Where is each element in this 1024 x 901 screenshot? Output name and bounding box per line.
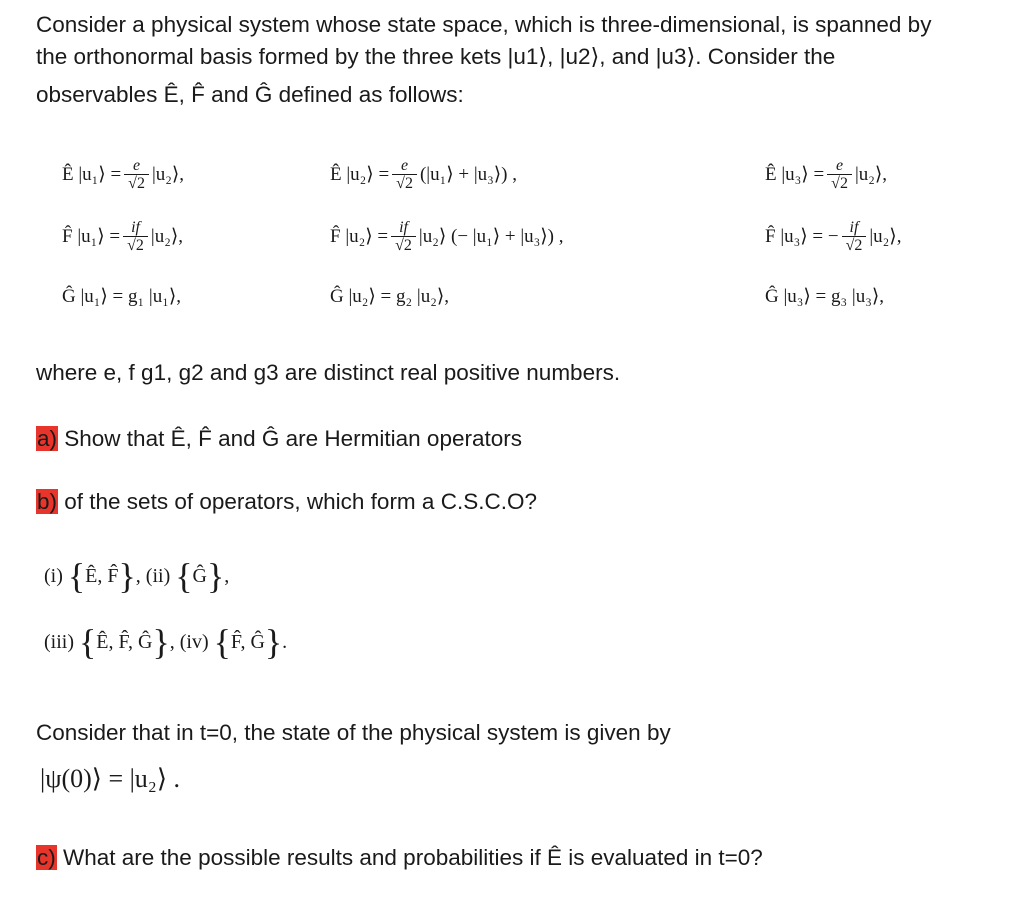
question-b bbox=[36, 484, 537, 519]
fraction-denominator: √2 bbox=[124, 174, 149, 192]
equation-lhs: Ê |u₂⟩ = bbox=[330, 163, 390, 185]
equation-lhs: Ê |u₃⟩ = bbox=[765, 163, 825, 185]
fraction-numerator: e bbox=[836, 156, 844, 174]
equation-rhs: (|u₁⟩ + |u₃⟩) , bbox=[419, 163, 518, 185]
fraction bbox=[123, 219, 148, 254]
question-b-label: b) bbox=[37, 489, 58, 514]
equation-lhs: Ê |u₁⟩ = bbox=[62, 163, 122, 185]
set-iii-label: (iii) bbox=[44, 630, 74, 653]
set-i-content: Ê, F̂ bbox=[85, 564, 119, 587]
set-i-label: (i) bbox=[44, 564, 63, 587]
right-brace: } bbox=[152, 622, 170, 662]
left-brace: { bbox=[67, 556, 86, 596]
equation-G-u2: Ĝ |u₂⟩ = g₂ |u₂⟩, bbox=[330, 285, 449, 307]
initial-state-text: Consider that in t=0, the state of the physical system is given by bbox=[36, 720, 671, 745]
equation-rhs: |u₂⟩, bbox=[869, 225, 902, 247]
initial-state-equation: |ψ(0)⟩ = |u₂⟩ . bbox=[40, 764, 181, 793]
set-iii-content: Ê, F̂, Ĝ bbox=[96, 630, 153, 653]
equation-rhs: |u₂⟩, bbox=[854, 163, 888, 185]
fraction bbox=[827, 157, 852, 192]
right-brace: } bbox=[206, 556, 225, 596]
set-ii-content: Ĝ bbox=[192, 564, 207, 587]
equation-E-u1 bbox=[62, 150, 184, 198]
equation-lhs: F̂ |u₂⟩ = bbox=[330, 225, 389, 247]
fraction bbox=[124, 157, 149, 192]
intro-line-1: Consider a physical system whose state space, which is three-dimensional, is spanned by bbox=[36, 12, 932, 37]
fraction bbox=[392, 157, 417, 192]
question-c-text: What are the possible results and probabilities if Ê is evaluated in t=0? bbox=[56, 845, 763, 870]
fraction bbox=[842, 219, 867, 254]
equation-lhs: F̂ |u₃⟩ = − bbox=[765, 225, 839, 247]
equation-rhs: |u₂⟩, bbox=[150, 225, 183, 247]
left-brace: { bbox=[213, 622, 231, 662]
fraction-denominator: √2 bbox=[391, 236, 416, 254]
fraction-numerator: if bbox=[399, 218, 408, 236]
equation-E-u3 bbox=[765, 150, 887, 198]
equation-rhs: |u₂⟩ (− |u₁⟩ + |u₃⟩) , bbox=[418, 225, 564, 247]
equation-E-u2 bbox=[330, 150, 517, 198]
equation-F-u1 bbox=[62, 212, 183, 260]
fraction-numerator: e bbox=[133, 156, 141, 174]
left-brace: { bbox=[79, 622, 97, 662]
intro-line-2: the orthonormal basis formed by the three kets |u1⟩, |u2⟩, and |u3⟩. Consider the bbox=[36, 44, 836, 69]
fraction-denominator: √2 bbox=[827, 174, 852, 192]
left-brace: { bbox=[175, 556, 193, 596]
equation-F-u3 bbox=[765, 212, 901, 260]
fraction-denominator: √2 bbox=[392, 174, 417, 192]
question-a-label: a) bbox=[37, 426, 58, 451]
fraction-denominator: √2 bbox=[123, 236, 148, 254]
equation-G-u1: Ĝ |u₁⟩ = g₁ |u₁⟩, bbox=[62, 285, 181, 307]
set-ii-label: (ii) bbox=[145, 564, 171, 587]
question-a-text: Show that Ê, F̂ and Ĝ are Hermitian operators bbox=[58, 426, 522, 451]
question-c bbox=[36, 840, 763, 875]
right-brace: } bbox=[264, 622, 283, 662]
condition-text: where e, f g1, g2 and g3 are distinct real positive numbers. bbox=[36, 360, 621, 385]
right-brace: } bbox=[118, 556, 136, 596]
set-iv-label: (iv) bbox=[179, 630, 209, 653]
question-c-label: c) bbox=[37, 845, 56, 870]
equation-rhs: |u₂⟩, bbox=[151, 163, 185, 185]
question-b-text: of the sets of operators, which form a C.S.C.O? bbox=[58, 489, 537, 514]
fraction-numerator: if bbox=[849, 218, 859, 236]
operator-sets-row-1: (i) { Ê, F̂ } , (ii) { Ĝ } , bbox=[44, 556, 230, 596]
equation-lhs: F̂ |u₁⟩ = bbox=[62, 225, 121, 247]
fraction-numerator: if bbox=[131, 218, 140, 236]
intro-line-3: observables Ê, F̂ and Ĝ defined as follows: bbox=[36, 82, 464, 107]
operator-sets-row-2: (iii) { Ê, F̂, Ĝ } , (iv) { F̂, Ĝ } . bbox=[44, 622, 288, 662]
equation-F-u2 bbox=[330, 212, 564, 260]
fraction-numerator: e bbox=[401, 156, 409, 174]
fraction bbox=[391, 219, 416, 254]
question-a bbox=[36, 421, 522, 456]
fraction-denominator: √2 bbox=[842, 236, 867, 254]
set-iv-content: F̂, Ĝ bbox=[230, 630, 265, 653]
equation-G-u3: Ĝ |u₃⟩ = g₃ |u₃⟩, bbox=[765, 285, 884, 307]
